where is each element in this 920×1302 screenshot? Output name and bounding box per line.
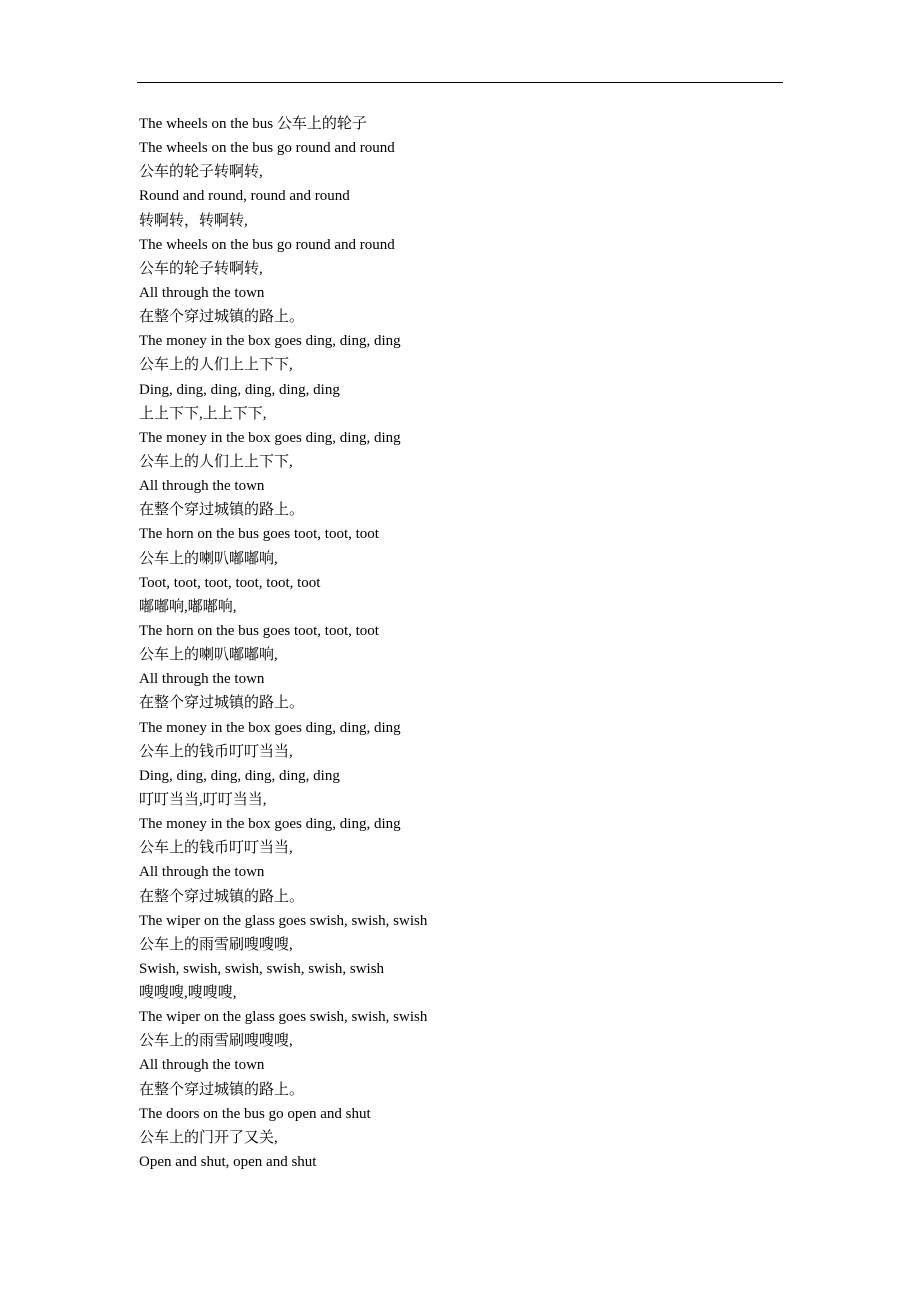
lyric-line: 公车上的雨雪刷嗖嗖嗖,	[139, 1033, 293, 1050]
lyric-line: 公车上的喇叭嘟嘟响,	[139, 647, 278, 664]
lyric-line: 公车上的钱币叮叮当当,	[139, 840, 293, 857]
lyric-line: 公车的轮子转啊转,	[139, 260, 263, 277]
lyric-line: 在整个穿过城镇的路上。	[139, 502, 305, 519]
lyric-line: Swish, swish, swish, swish, swish, swish	[139, 960, 385, 977]
lyrics-list	[139, 112, 779, 1174]
lyric-line: 嘟嘟响,嘟嘟响,	[139, 598, 237, 615]
lyric-line: 公车上的人们上上下下,	[139, 357, 293, 374]
lyric-line: The wheels on the bus go round and round	[139, 236, 395, 253]
lyric-line: The horn on the bus goes toot, toot, toot	[139, 622, 379, 639]
lyric-line: 叮叮当当,叮叮当当,	[139, 791, 267, 808]
lyric-line: The money in the box goes ding, ding, ding	[139, 429, 401, 446]
lyric-line: Open and shut, open and shut	[139, 1154, 317, 1171]
lyric-line: The wiper on the glass goes swish, swish, swish	[139, 912, 428, 929]
lyric-line: 上上下下,上上下下,	[139, 405, 267, 422]
lyric-line: Toot, toot, toot, toot, toot, toot	[139, 574, 321, 591]
lyric-line: The wheels on the bus go round and round	[139, 140, 395, 157]
lyric-line: The doors on the bus go open and shut	[139, 1105, 371, 1122]
lyric-line: 在整个穿过城镇的路上。	[139, 695, 305, 712]
lyric-line: 转啊转，转啊转,	[139, 212, 248, 229]
lyric-line: All through the town	[139, 1057, 265, 1074]
lyric-line: 公车的轮子转啊转,	[139, 164, 263, 181]
lyric-line: 公车上的雨雪刷嗖嗖嗖,	[139, 936, 293, 953]
lyric-line: 公车上的人们上上下下,	[139, 453, 293, 470]
lyric-line: All through the town	[139, 478, 265, 495]
lyric-line: All through the town	[139, 671, 265, 688]
lyric-line: Round and round, round and round	[139, 188, 350, 205]
lyric-line: The wiper on the glass goes swish, swish, swish	[139, 1009, 428, 1026]
lyric-line: 公车上的喇叭嘟嘟响,	[139, 550, 278, 567]
lyric-line: 在整个穿过城镇的路上。	[139, 309, 305, 326]
lyric-line: 在整个穿过城镇的路上。	[139, 888, 305, 905]
header-rule	[137, 82, 783, 83]
lyric-line: All through the town	[139, 864, 265, 881]
lyric-line: Ding, ding, ding, ding, ding, ding	[139, 381, 340, 398]
lyric-line: 嗖嗖嗖,嗖嗖嗖,	[139, 985, 237, 1002]
lyric-line: Ding, ding, ding, ding, ding, ding	[139, 767, 340, 784]
lyric-line: The money in the box goes ding, ding, ding	[139, 719, 401, 736]
lyric-line: The money in the box goes ding, ding, ding	[139, 816, 401, 833]
lyric-line: 公车上的门开了又关,	[139, 1129, 278, 1146]
lyric-line: 在整个穿过城镇的路上。	[139, 1081, 305, 1098]
lyric-line: The horn on the bus goes toot, toot, toot	[139, 526, 379, 543]
lyric-line: All through the town	[139, 284, 265, 301]
lyric-line: The money in the box goes ding, ding, ding	[139, 333, 401, 350]
lyric-line: The wheels on the bus 公车上的轮子	[139, 116, 367, 132]
lyric-line: 公车上的钱币叮叮当当,	[139, 743, 293, 760]
